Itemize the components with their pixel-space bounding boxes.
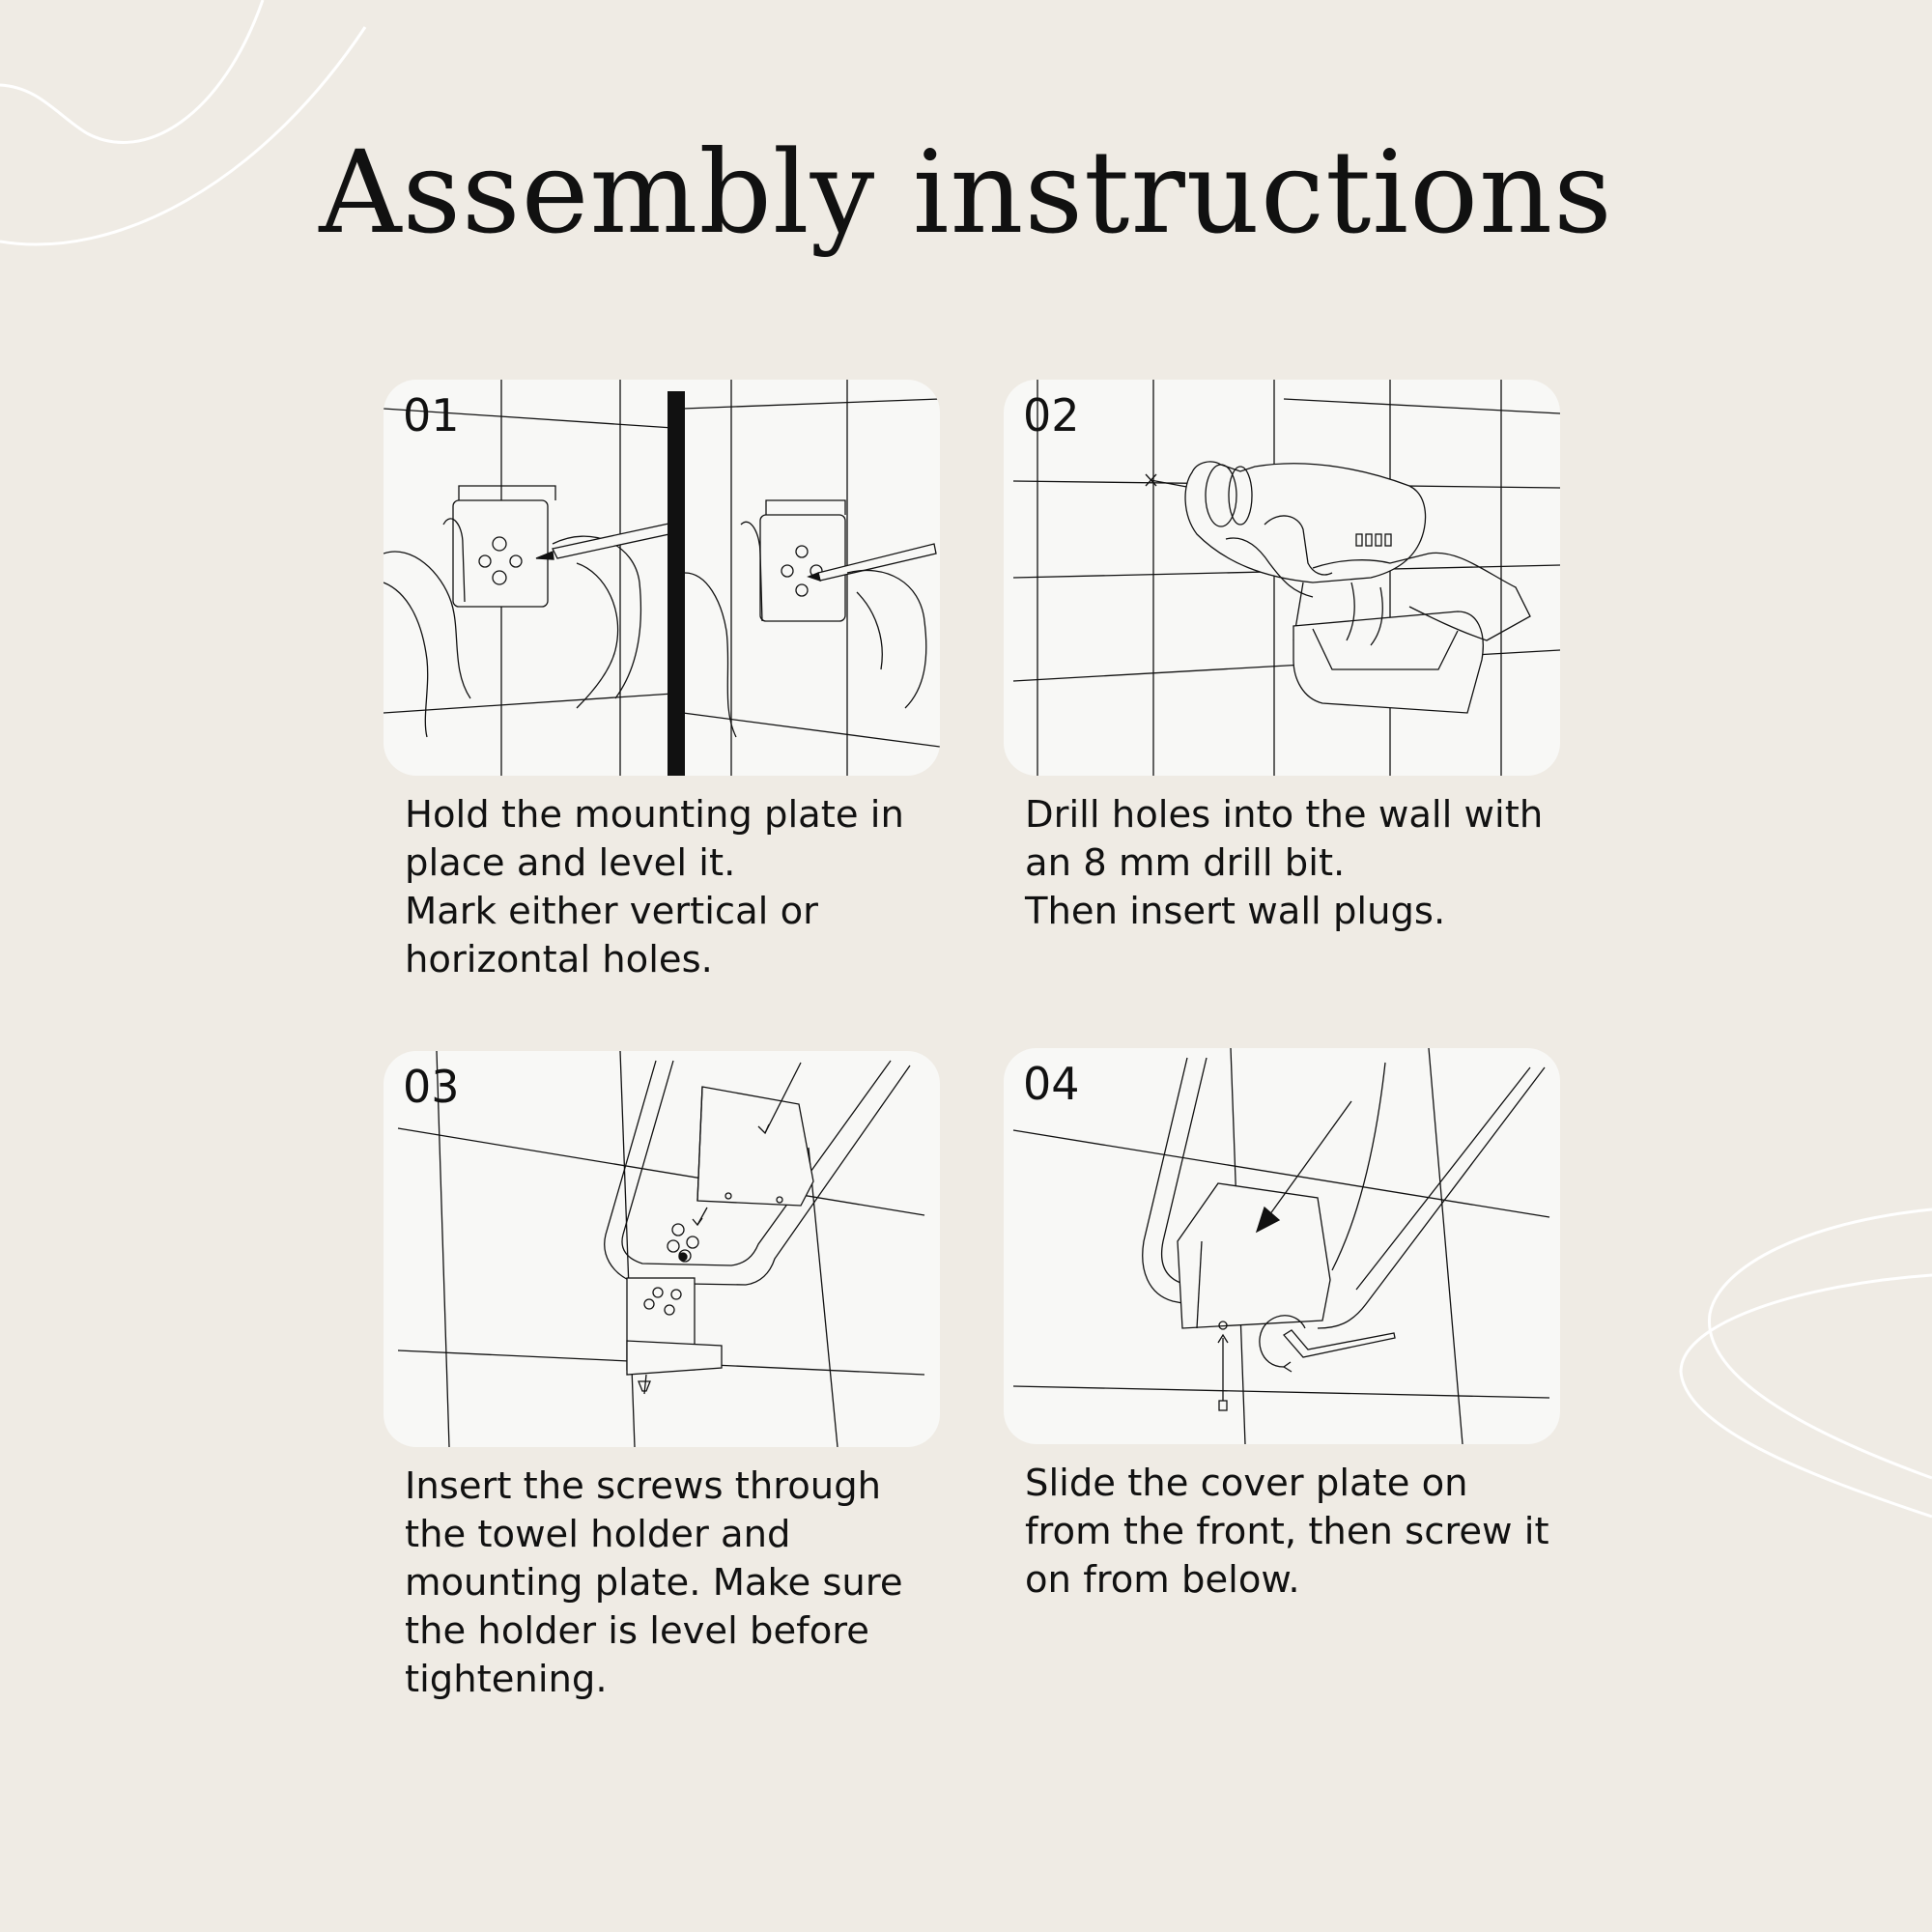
step-4-description	[1025, 1460, 1560, 1605]
description-line: Insert the screws through	[405, 1464, 882, 1508]
description-line: the towel holder and	[405, 1513, 791, 1556]
description-line: Hold the mounting plate in	[405, 793, 904, 837]
description-line: Drill holes into the wall with	[1025, 793, 1544, 837]
description-line: Then insert wall plugs.	[1025, 890, 1446, 933]
mounting-plate-marking-illustration	[384, 380, 940, 776]
drilling-illustration	[1004, 380, 1560, 776]
description-line: Mark either vertical or	[405, 890, 818, 933]
step-2-illustration-card	[1004, 380, 1560, 776]
decorative-curve-bottom-right	[1662, 1188, 1932, 1546]
description-line: mounting plate. Make sure	[405, 1561, 903, 1605]
step-number: 02	[1023, 389, 1080, 441]
step-1-description	[405, 791, 940, 984]
step-number: 03	[403, 1061, 460, 1113]
cover-plate-installation-illustration	[1004, 1048, 1560, 1444]
description-line: on from below.	[1025, 1558, 1300, 1602]
step-2	[1004, 380, 1560, 936]
step-3-illustration-card	[384, 1051, 940, 1447]
description-line: horizontal holes.	[405, 938, 713, 981]
step-1	[384, 380, 940, 984]
step-3	[384, 1051, 940, 1704]
description-line: from the front, then screw it	[1025, 1510, 1549, 1553]
step-number: 04	[1023, 1058, 1080, 1110]
description-line: the holder is level before	[405, 1609, 869, 1653]
page-title: Assembly instructions	[319, 126, 1613, 259]
description-line: tightening.	[405, 1658, 608, 1701]
description-line: Slide the cover plate on	[1025, 1462, 1468, 1505]
description-line: place and level it.	[405, 841, 736, 885]
screwing-holder-illustration	[384, 1051, 940, 1447]
step-4	[1004, 1048, 1560, 1605]
step-number: 01	[403, 389, 460, 441]
step-1-illustration-card	[384, 380, 940, 776]
step-2-description	[1025, 791, 1560, 936]
step-3-description	[405, 1463, 940, 1704]
description-line: an 8 mm drill bit.	[1025, 841, 1346, 885]
step-4-illustration-card	[1004, 1048, 1560, 1444]
